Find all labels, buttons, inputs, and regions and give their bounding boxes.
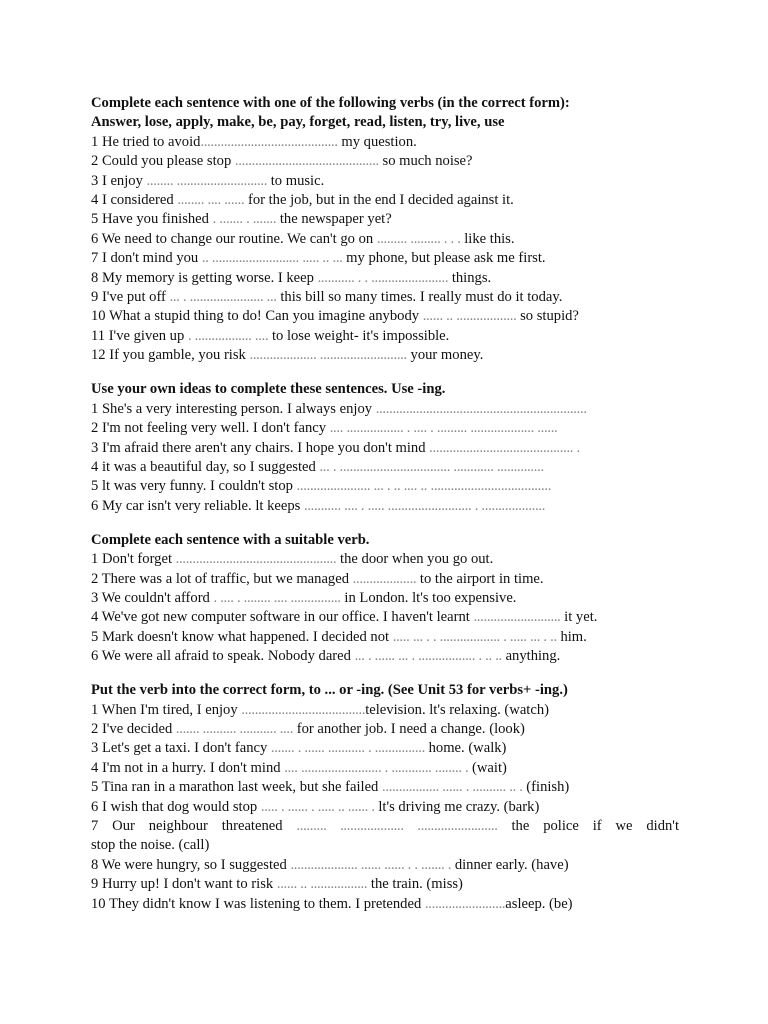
item-text: 1 She's a very interesting person. I always enjoy <box>91 400 376 417</box>
exercise-item <box>91 191 679 210</box>
item-text: 2 I've decided <box>91 720 176 737</box>
section-title: Put the verb into the correct form, to ... or -ing. (See Unit 53 for verbs+ -ing.) <box>91 682 568 699</box>
answer-blank: ...... .. ................. <box>276 876 368 893</box>
exercise-item <box>91 608 679 627</box>
exercise-item <box>91 817 679 836</box>
item-text-end: in London. lt's too expensive. <box>340 589 517 606</box>
item-text-end: for another job. I need a change. (look) <box>293 720 525 737</box>
item-text: 2 I'm not feeling very well. I don't fancy <box>91 420 330 437</box>
answer-blank: ..... . ...... . ..... .. ...... . <box>260 798 375 815</box>
section-title: Complete each sentence with a suitable verb. <box>91 531 370 548</box>
exercise-item <box>91 307 679 326</box>
item-text-end: to music. <box>267 172 325 189</box>
answer-blank: .... ................. . .... . ......... ................... ...... <box>329 420 558 437</box>
answer-blank: . .... . ........ .... ............... <box>213 589 341 606</box>
exercise-item <box>91 327 679 346</box>
item-text: 5 Mark doesn't know what happened. I decided not <box>91 628 393 645</box>
item-text-end: for the job, but in the end I decided against it. <box>244 192 514 209</box>
answer-blank: ..................................... <box>241 701 366 718</box>
item-text: 7 I don't mind you <box>91 250 202 267</box>
answer-blank: ...................... ... . .. .... .. .................................... <box>296 478 552 495</box>
item-text-end: him. <box>556 628 587 645</box>
item-text-end: (wait) <box>468 759 507 776</box>
answer-blank: ... . ...................... ... <box>169 289 277 306</box>
item-text-end: so stupid? <box>516 308 579 325</box>
answer-blank: .... ........................ . ............ ........ . <box>284 759 469 776</box>
answer-blank: ................................................ <box>175 551 337 568</box>
item-text: 1 He tried to avoid <box>91 133 201 150</box>
answer-blank: ......... ................... ........................ <box>296 818 498 834</box>
item-text-end: anything. <box>501 648 561 665</box>
item-text: 8 My memory is getting worse. I keep <box>91 269 318 286</box>
answer-blank: ...... .. .................. <box>422 308 517 325</box>
item-text: 4 I considered <box>91 192 178 209</box>
answer-blank: ........... . . ....................... <box>317 269 449 286</box>
exercise-item <box>91 589 679 608</box>
exercise-item <box>91 701 679 720</box>
worksheet-content <box>91 94 679 914</box>
item-text-end: asleep. (be) <box>505 895 573 912</box>
item-text: 10 They didn't know I was listening to them. I pretended <box>91 895 425 912</box>
exercise-item <box>91 497 679 516</box>
item-text: 1 Don't forget <box>91 551 176 568</box>
exercise-item <box>91 458 679 477</box>
item-text-end: lt's driving me crazy. (bark) <box>374 798 540 815</box>
item-text-end: home. (walk) <box>424 740 507 757</box>
item-text-end: dinner early. (have) <box>451 856 569 873</box>
answer-blank: ........................ <box>424 895 506 912</box>
item-text-end: to lose weight- it's impossible. <box>268 327 450 344</box>
item-text: 8 We were hungry, so I suggested <box>91 856 291 873</box>
answer-blank: . ................. .... <box>187 327 269 344</box>
exercise-item <box>91 647 679 666</box>
item-text: 9 Hurry up! I don't want to risk <box>91 876 277 893</box>
exercise-item <box>91 249 679 268</box>
item-text: 7 Our neighbour threatened <box>91 818 297 834</box>
exercise-item <box>91 210 679 229</box>
answer-blank: ......................................... <box>200 133 338 150</box>
exercise-item <box>91 477 679 496</box>
exercise-item <box>91 570 679 589</box>
item-text-end: the newspaper yet? <box>276 211 392 228</box>
item-text: 10 What a stupid thing to do! Can you imagine anybody <box>91 308 423 325</box>
item-text-end: the door when you go out. <box>336 551 494 568</box>
item-text-end: like this. <box>460 230 515 247</box>
answer-blank: ........... .... . ..... ......................... . ................... <box>303 497 546 514</box>
exercise-item <box>91 419 679 438</box>
item-text: 6 We were all afraid to speak. Nobody dared <box>91 648 355 665</box>
answer-blank: ........................................... . <box>429 439 580 456</box>
answer-blank: ... . ...... ... . ................. . .. .. <box>354 648 502 665</box>
answer-blank: ......... ......... . . . <box>376 230 461 247</box>
exercise-item <box>91 798 679 817</box>
answer-blank: .................... .......................... <box>249 347 407 364</box>
answer-blank: . ....... . ....... <box>212 211 277 228</box>
item-text: 5 lt was very funny. I couldn't stop <box>91 478 297 495</box>
item-continuation: stop the noise. (call) <box>91 837 210 854</box>
exercise-item <box>91 439 679 458</box>
answer-blank: ....... .......... ........... .... <box>175 720 294 737</box>
item-text-end: this bill so many times. I really must do it today. <box>276 289 563 306</box>
item-text: 6 We need to change our routine. We can't go on <box>91 230 377 247</box>
answer-blank: ........ .... ...... <box>177 192 245 209</box>
item-text-end: it yet. <box>560 609 598 626</box>
exercise-item <box>91 230 679 249</box>
exercise-item <box>91 739 679 758</box>
item-text: 5 Tina ran in a marathon last week, but she failed <box>91 779 382 796</box>
item-text: 12 If you gamble, you risk <box>91 347 250 364</box>
section-gap <box>91 366 679 381</box>
exercise-item <box>91 628 679 647</box>
section-gap <box>91 516 679 531</box>
section-title: Complete each sentence with one of the following verbs (in the correct form): <box>91 95 570 111</box>
exercise-item <box>91 269 679 288</box>
exercise-item <box>91 172 679 191</box>
answer-blank: ............................................................... <box>375 400 587 417</box>
exercise-item <box>91 759 679 778</box>
item-text: 1 When I'm tired, I enjoy <box>91 701 242 718</box>
item-text: 4 it was a beautiful day, so I suggested <box>91 458 320 475</box>
answer-blank: ..... ... . . .................. . ..... ... . .. <box>392 628 557 645</box>
answer-blank: .................... ...... ...... . . ....... . <box>290 856 452 873</box>
item-text: 4 We've got new computer software in our office. I haven't learnt <box>91 609 474 626</box>
section-title: Use your own ideas to complete these sentences. Use -ing. <box>91 381 446 398</box>
item-text: 4 I'm not in a hurry. I don't mind <box>91 759 285 776</box>
section-gap <box>91 667 679 682</box>
item-text-end: your money. <box>406 347 484 364</box>
item-text-end: the train. (miss) <box>367 876 463 893</box>
answer-blank: ... . ................................. ............ .............. <box>319 458 544 475</box>
exercise-item <box>91 346 679 365</box>
item-text-end: to the airport in time. <box>416 570 544 587</box>
item-text: 9 I've put off <box>91 289 170 306</box>
answer-blank: .......................... <box>473 609 561 626</box>
item-text: 2 Could you please stop <box>91 153 235 170</box>
exercise-item <box>91 856 679 875</box>
item-text-end: (finish) <box>522 779 570 796</box>
exercise-item <box>91 875 679 894</box>
answer-blank: ................. ...... . .......... .. . <box>382 779 523 796</box>
answer-blank: ....... . ...... ........... . ............... <box>270 740 425 757</box>
answer-blank: .. .......................... ..... .. ... <box>201 250 343 267</box>
item-text: 3 Let's get a taxi. I don't fancy <box>91 740 271 757</box>
item-text: 3 I'm afraid there aren't any chairs. I hope you don't mind <box>91 439 430 456</box>
answer-blank: ........ ........................... <box>146 172 268 189</box>
item-text-end: television. lt's relaxing. (watch) <box>365 701 549 718</box>
item-text: 6 My car isn't very reliable. lt keeps <box>91 497 304 514</box>
exercise-item <box>91 288 679 307</box>
item-text-end: my question. <box>337 133 417 150</box>
exercise-item <box>91 778 679 797</box>
exercise-item <box>91 152 679 171</box>
item-text-end: my phone, but please ask me first. <box>342 250 546 267</box>
answer-blank: ........................................... <box>234 153 379 170</box>
item-text-end: things. <box>448 269 492 286</box>
exercise-item <box>91 400 679 419</box>
exercise-item <box>91 133 679 152</box>
item-text: 3 We couldn't afford <box>91 589 214 606</box>
item-text: 11 I've given up <box>91 327 188 344</box>
item-text-end: so much noise? <box>378 153 473 170</box>
exercise-item <box>91 550 679 569</box>
item-text: 3 I enjoy <box>91 172 147 189</box>
item-text: 5 Have you finished <box>91 211 213 228</box>
item-text: 2 There was a lot of traffic, but we managed <box>91 570 353 587</box>
exercise-item <box>91 895 679 914</box>
item-text-end: the police if we didn't <box>497 818 679 834</box>
verb-list: Answer, lose, apply, make, be, pay, forget, read, listen, try, live, use <box>91 114 505 131</box>
answer-blank: ................... <box>352 570 417 587</box>
exercise-item <box>91 720 679 739</box>
item-text: 6 I wish that dog would stop <box>91 798 261 815</box>
